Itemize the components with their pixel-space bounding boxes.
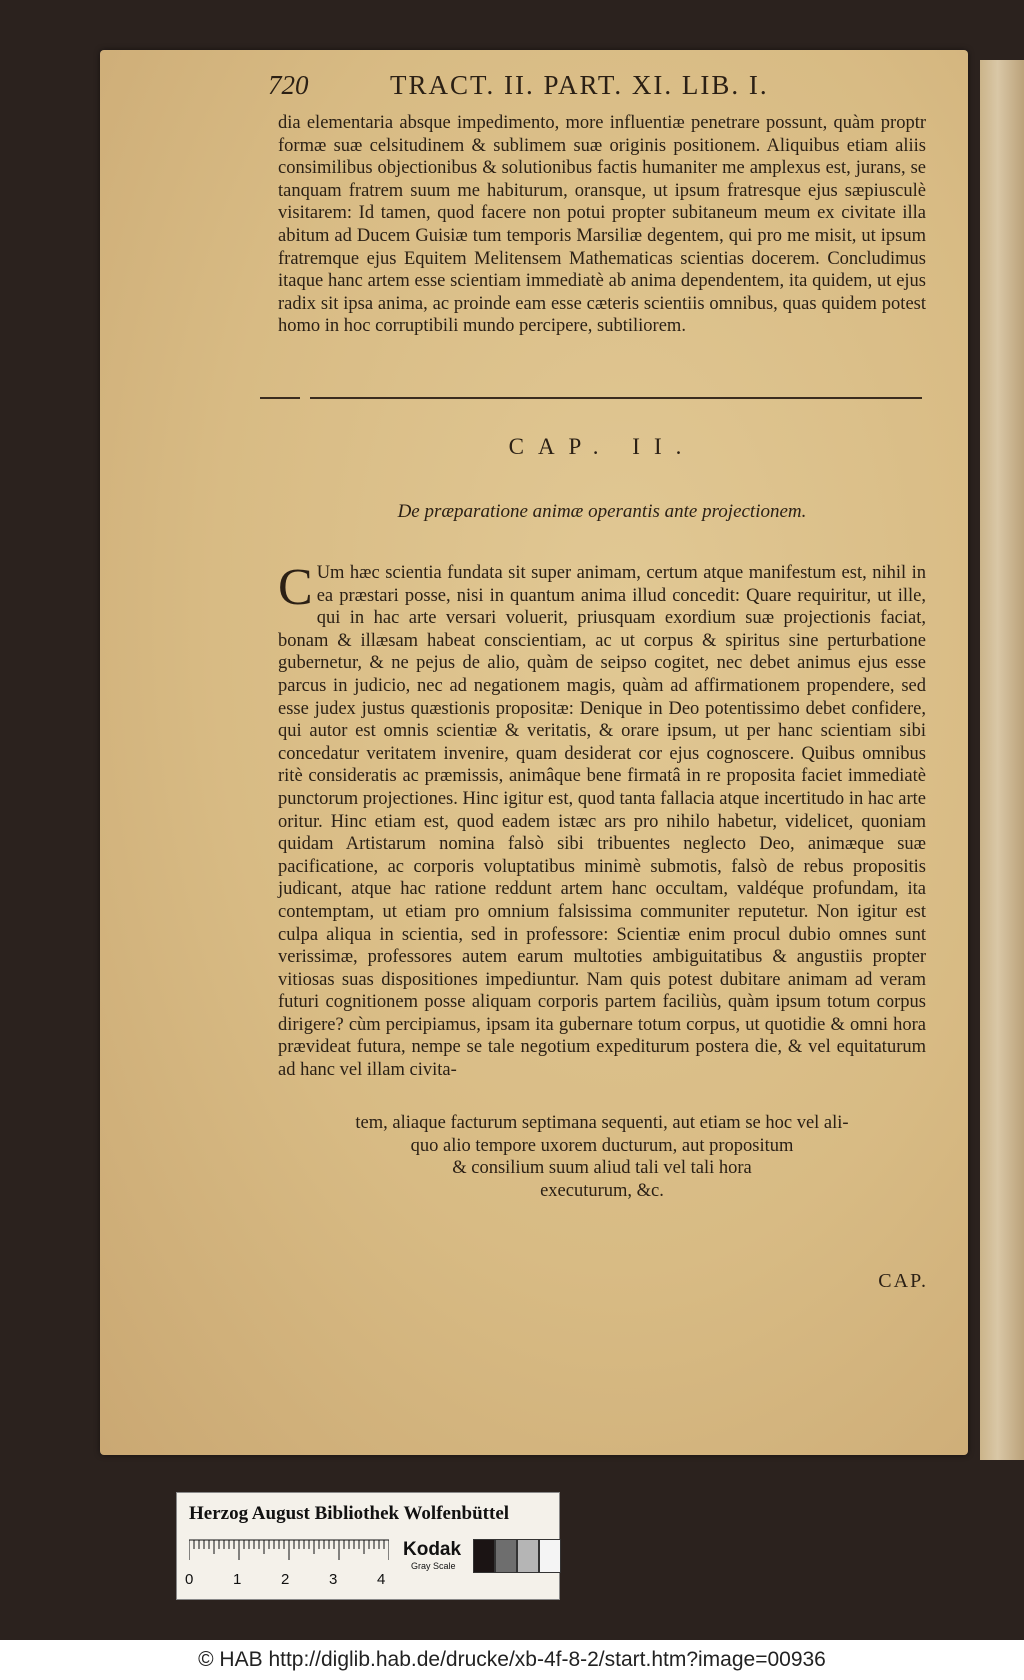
continued-paragraph: dia elementaria absque impedimento, more influentiæ penetrare possunt, quàm proptr formæ suæ celsitudinem & sublimem suæ originis positionem. Aliquibus etiam aliis consimilibus objectionibus & solutionibus factis humaniter me amplexus est, jurans, se tanquam fratrem suum me habiturum, oransque, ut ipsum fratresque ejus sæpiusculè visitarem: Id tamen, quod facere non potui propter subitaneum meum ex civitate illa abitum ad Ducem Guisiæ tum temporis Marsiliæ degentem, qui pro me misit, ut ipsum fratremque ejus Equitem Melitensem Mathematicas scientias docerem. Concludimus itaque hanc artem esse scientiam immediatè ab anima dependentem, ita quidem, ut ejus radix sit ipsa anima, ac proinde eam esse cæteris scientiis omnibus, quas quidem potest homo in hoc corruptibili mundo percipere, subtiliorem. (278, 113, 926, 337)
catchword: CAP. (878, 1270, 928, 1292)
footer-bar (0, 1640, 1024, 1680)
chapter-body-text: Um hæc scientia fundata sit super animam, certum atque manifestum est, nihil in ea præstari posse, nisi in quantum anima illud concedit: Quare requiritur, ut ille, qui in hac arte versari voluerit, priusquam exordium suæ projectionis faciat, bonam & illæsam habeat conscientiam, ac ut corpus & spiritus sine perturbatione gubernetur, & ne pejus de alio, quàm de seipso cogitet, nec debet animus ejus esse parcus in judicio, nec ad negationem magis, quàm ad affirmationem propendere, sed esse judex justus quæstionis propositæ: Denique in Deo potentissimo debet confidere, qui autor est omnis scientiæ & veritatis, & orare ipsum, ut per hanc scientiam sibi concedatur veritatem invenire, quam desiderat cor ejus cognoscere. Quibus omnibus ritè consideratis ac præmissis, animâque bene firmatâ in re proposita faciet immediatè punctorum projectiones. Hinc igitur est, quod tanta fallacia atque incertitudo in hac arte oritur. Hinc etiam est, quod eadem istæc ars pro nihilo habetur, videlicet, quoniam quidam Artistarum nomina falsò sibi tribuentes neglecto Deo, animæque suæ pacificatione, ac corporis voluptatibus minimè submotis, falsò de rebus propositis judicant, atque hac ratione reddunt artem hanc occultam, valdéque profundam, ita contemptam, ut etiam pro omnium falsissima communiter reputetur. Non igitur est culpa aliqua in scientia, sed in professore: Scientiæ enim procul dubio omnes sunt verissimæ, professores autem earum multoties ambiguitatibus & angustiis propter vitiosas suas dispositiones impediuntur. Nam quis potest dubitare animam ad veram futuri cognitionem posse aliquam corporis partem faciliùs, quàm ipsum totum corpus dirigere? cùm percipiamus, ipsam ita gubernare totum corpus, ut quotidie & omni hora prævideat futura, nempe se tale negotium expediturum postera die, & vel equitaturum ad hanc vel illam civita- (278, 563, 926, 1081)
chapter-body (278, 559, 926, 1082)
divider-rule-short (260, 397, 300, 399)
scale-ruler (189, 1539, 389, 1561)
ruler-number: 0 (185, 1571, 194, 1588)
divider-rule (310, 397, 922, 399)
gray-swatch (495, 1539, 517, 1573)
tail-line: quo alio tempore uxorem ducturum, aut propositum (410, 1135, 794, 1156)
gray-scale-swatches (473, 1539, 561, 1573)
kodak-subtitle: Gray Scale (411, 1561, 456, 1571)
chapter-heading: CAP. II. (508, 434, 696, 459)
drop-cap: C (278, 559, 313, 616)
gray-swatch (539, 1539, 561, 1573)
library-label-card (176, 1492, 560, 1600)
tail-line: executurum, &c. (540, 1180, 664, 1201)
ruler-number: 1 (233, 1571, 242, 1588)
chapter-tail (278, 1112, 926, 1202)
book-page (100, 50, 968, 1455)
next-page-edge (980, 60, 1024, 1460)
footer-credit: © HAB http://diglib.hab.de/drucke/xb-4f-8-2/start.htm?image=00936 (198, 1648, 826, 1671)
gray-swatch (473, 1539, 495, 1573)
ruler-number: 2 (281, 1571, 290, 1588)
library-name: Herzog August Bibliothek Wolfenbüttel (189, 1503, 510, 1524)
gray-swatch (517, 1539, 539, 1573)
running-head-title: TRACT. II. PART. XI. LIB. I. (390, 70, 769, 100)
tail-line: & consilium suum aliud tali vel tali hora (452, 1158, 752, 1179)
tail-line: tem, aliaque facturum septimana sequenti, aut etiam se hoc vel ali- (355, 1113, 849, 1133)
kodak-brand: Kodak (403, 1539, 462, 1560)
kodak-logo (403, 1539, 461, 1571)
page-number: 720 (268, 70, 309, 100)
ruler-number: 3 (329, 1571, 338, 1588)
chapter-subtitle: De præparatione animæ operantis ante projectionem. (397, 501, 807, 522)
ruler-number: 4 (377, 1571, 386, 1588)
